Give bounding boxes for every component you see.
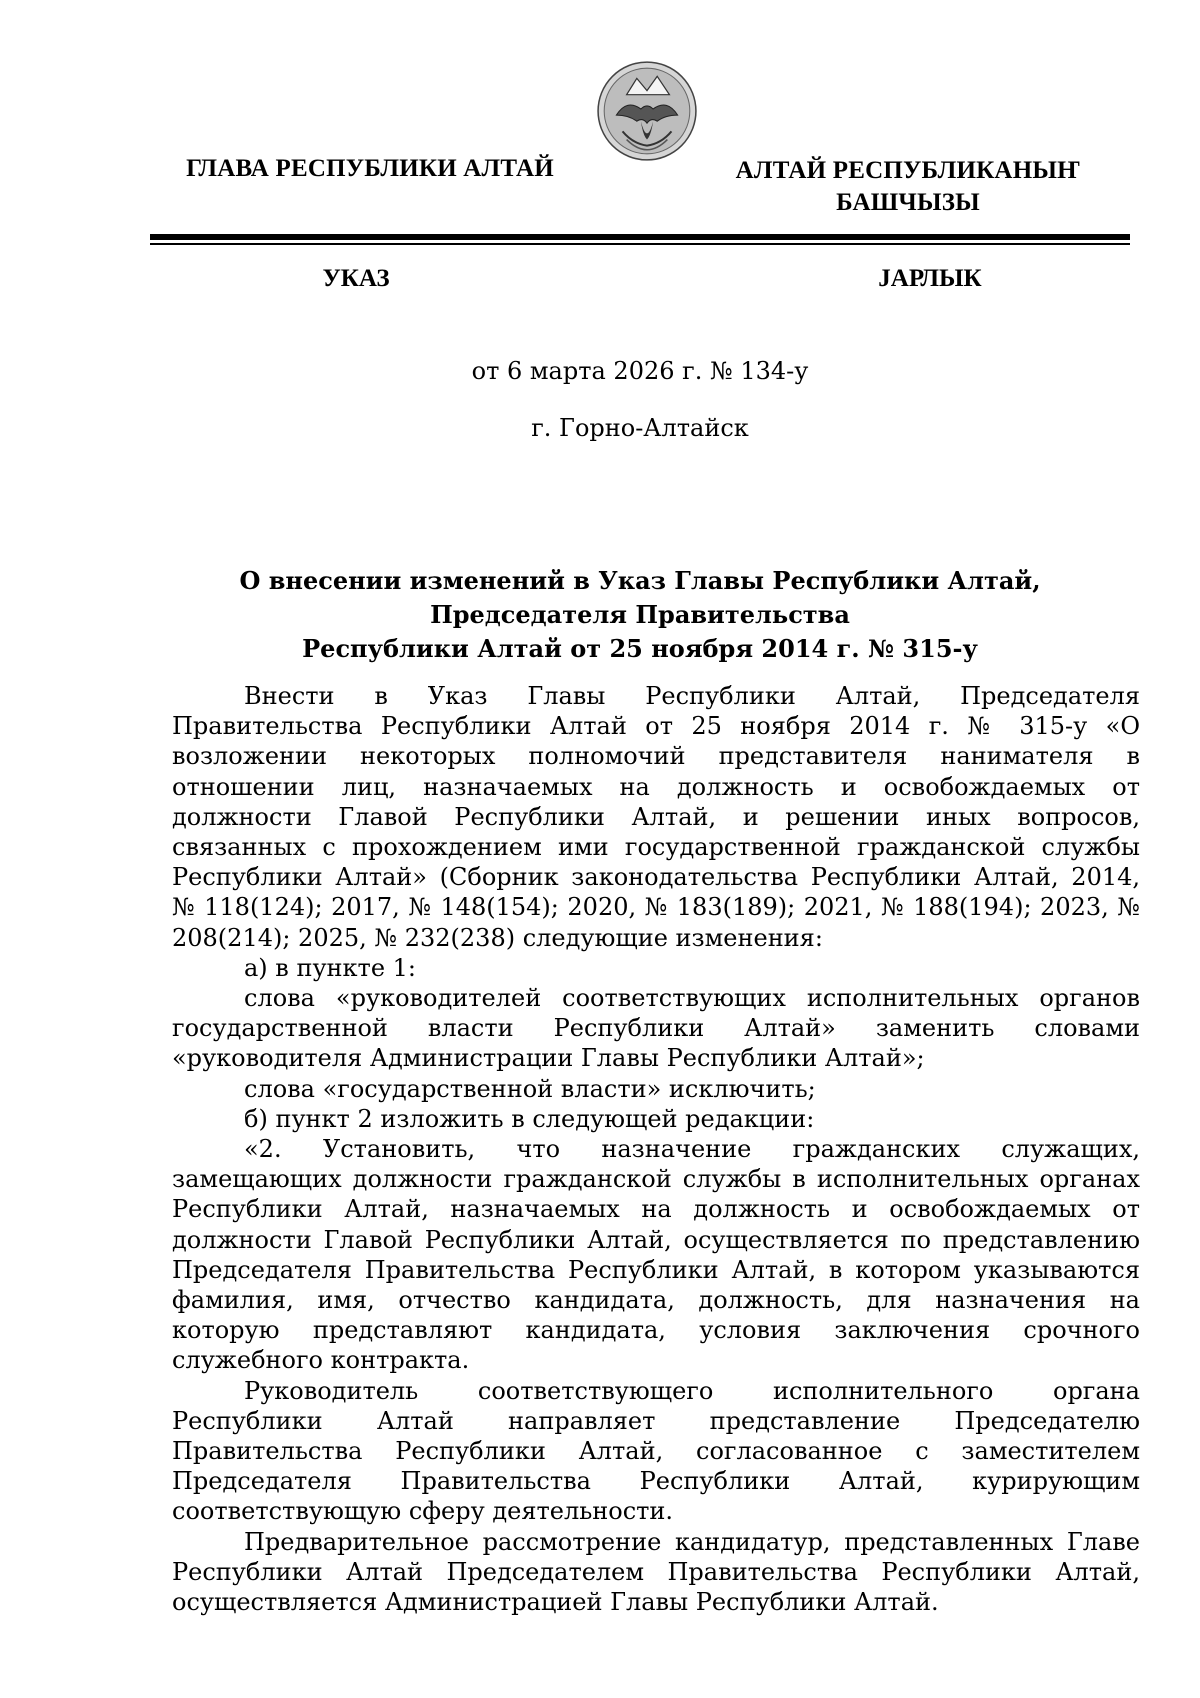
decree-date-number: от 6 марта 2026 г. № 134-у — [471, 357, 809, 385]
header-divider-thick — [150, 234, 1130, 240]
decree-label-russian: УКАЗ — [322, 265, 390, 292]
header-left-title: ГЛАВА РЕСПУБЛИКИ АЛТАЙ — [186, 155, 554, 182]
header-right-title — [718, 155, 1098, 219]
document-title — [150, 564, 1130, 666]
coat-of-arms-emblem-icon — [596, 58, 698, 164]
header-right-title-line1: АЛТАЙ РЕСПУБЛИКАНЫҤ — [735, 157, 1081, 184]
header-divider-thin — [150, 243, 1130, 245]
decree-label-altai: ЈАРЛЫК — [878, 265, 982, 292]
body-paragraph-7: Руководитель соответствующего исполнительного органа Республики Алтай направляет представление Председателю Правительства Республики Алтай, согласованное с заместителем Председателя Правительства Республики Алтай, курирующим соответствующую сферу деятельности. — [172, 1376, 1140, 1526]
body-paragraph-2: а) в пункте 1: — [244, 953, 417, 982]
header-right-title-line2: БАШЧЫЗЫ — [836, 189, 980, 216]
document-title-line1: О внесении изменений в Указ Главы Республики Алтай, Председателя Правительства — [239, 566, 1041, 629]
body-paragraph-8: Предварительное рассмотрение кандидатур, представленных Главе Республики Алтай Председателем Правительства Республики Алтай, осуществляется Администрацией Главы Республики Алтай. — [172, 1527, 1140, 1617]
decree-city: г. Горно-Алтайск — [531, 414, 749, 442]
body-paragraph-6: «2. Установить, что назначение гражданских служащих, замещающих должности гражданской службы в исполнительных органах Республики Алтай, назначаемых на должность и освобождаемых от должности Главой Республики Алтай, осуществляется по представлению Председателя Правительства Республики Алтай, в котором указываются фамилия, имя, отчество кандидата, должность, для назначения на которую представляют кандидата, условия заключения срочного служебного контракта. — [172, 1135, 1140, 1375]
body-paragraph-4: слова «государственной власти» исключить; — [244, 1074, 816, 1103]
document-body — [172, 681, 1140, 1617]
body-paragraph-1: Внести в Указ Главы Республики Алтай, Председателя Правительства Республики Алтай от 25 ноября 2014 г. № 315-у «О возложении некоторых полномочий представителя нанимателя в отношении лиц, назначаемых на должность и освобождаемых от должности Главой Республики Алтай, и решении иных вопросов, связанных с прохождением ими государственной гражданской службы Республики Алтай» (Сборник законодательства Республики Алтай, 2014, № 118(124); 2017, № 148(154); 2020, № 183(189); 2021, № 188(194); 2023, № 208(214); 2025, № 232(238) следующие изменения: — [172, 682, 1140, 952]
document-title-line2: Республики Алтай от 25 ноября 2014 г. № 315-у — [302, 634, 978, 663]
body-paragraph-3: слова «руководителей соответствующих исполнительных органов государственной власти Республики Алтай» заменить словами «руководителя Администрации Главы Республики Алтай»; — [172, 984, 1140, 1073]
body-paragraph-5: б) пункт 2 изложить в следующей редакции: — [244, 1104, 815, 1133]
